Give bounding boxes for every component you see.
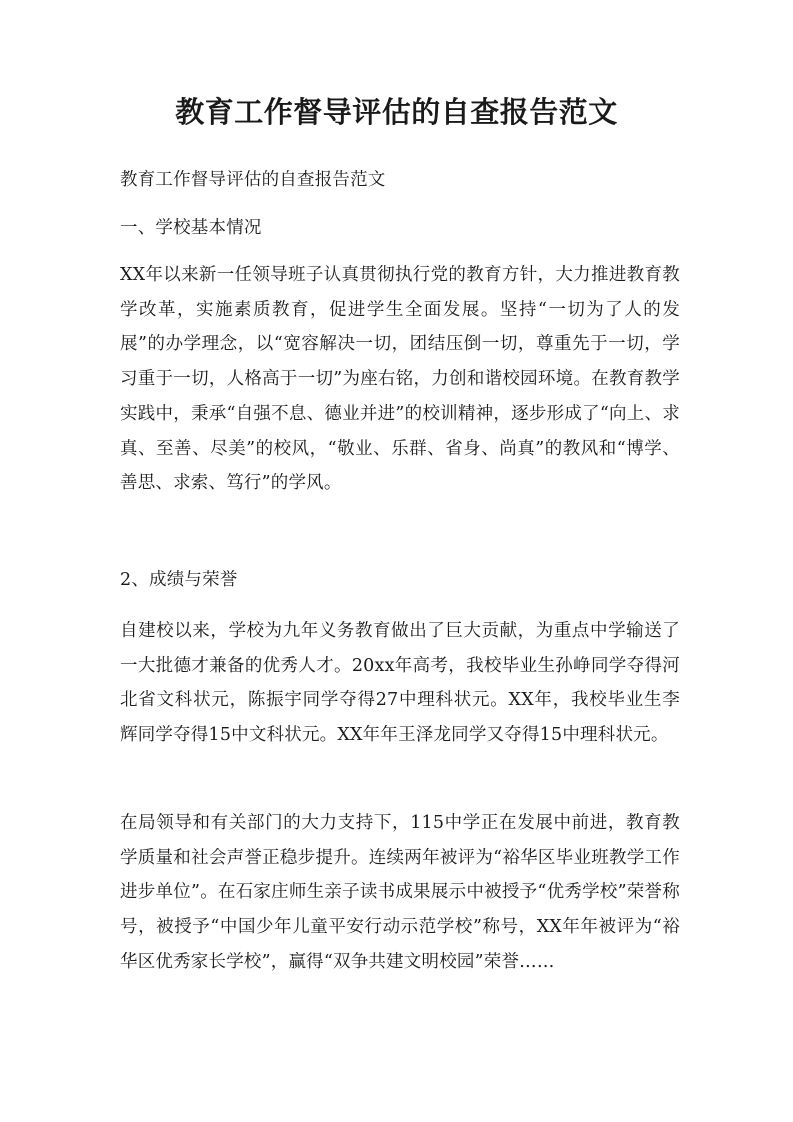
- section-heading-achievements: 2、成绩与荣誉: [120, 570, 238, 590]
- paragraph-achievements: 自建校以来，学校为九年义务教育做出了巨大贡献，为重点中学输送了一大批德才兼备的优秀人才。20xx年高考，我校毕业生孙峥同学夺得河北省文科状元，陈振宇同学夺得27中理科状元。XX年，我校毕业生李辉同学夺得15中文科状元。XX年年王泽龙同学又夺得15中理科状元。: [120, 621, 680, 746]
- paragraph-basic-info: XX年以来新一任领导班子认真贯彻执行党的教育方针，大力推进教育教学改革，实施素质教育，促进学生全面发展。坚持“一切为了人的发展”的办学理念，以“宽容解决一切，团结压倒一切，尊重先于一切，学习重于一切，人格高于一切”为座右铭，力创和谐校园环境。在教育教学实践中，秉承“自强不息、德业并进”的校训精神，逐步形成了“向上、求真、至善、尽美”的校风，“敬业、乐群、省身、尚真”的教风和“博学、善思、求索、笃行”的学风。: [120, 265, 680, 494]
- section-heading-basic-info: 一、学校基本情况: [120, 218, 262, 238]
- document-title: 教育工作督导评估的自查报告范文: [175, 95, 618, 129]
- paragraph-honors: 在局领导和有关部门的大力支持下，115中学正在发展中前进，教育教学质量和社会声誉正稳步提升。连续两年被评为“裕华区毕业班教学工作进步单位”。在石家庄师生亲子读书成果展示中被授予“优秀学校”荣誉称号，被授予“中国少年儿童平安行动示范学校”称号，XX年年被评为“裕华区优秀家长学校”，赢得“双争共建文明校园”荣誉……: [120, 813, 680, 972]
- document-subtitle: 教育工作督导评估的自查报告范文: [120, 170, 386, 190]
